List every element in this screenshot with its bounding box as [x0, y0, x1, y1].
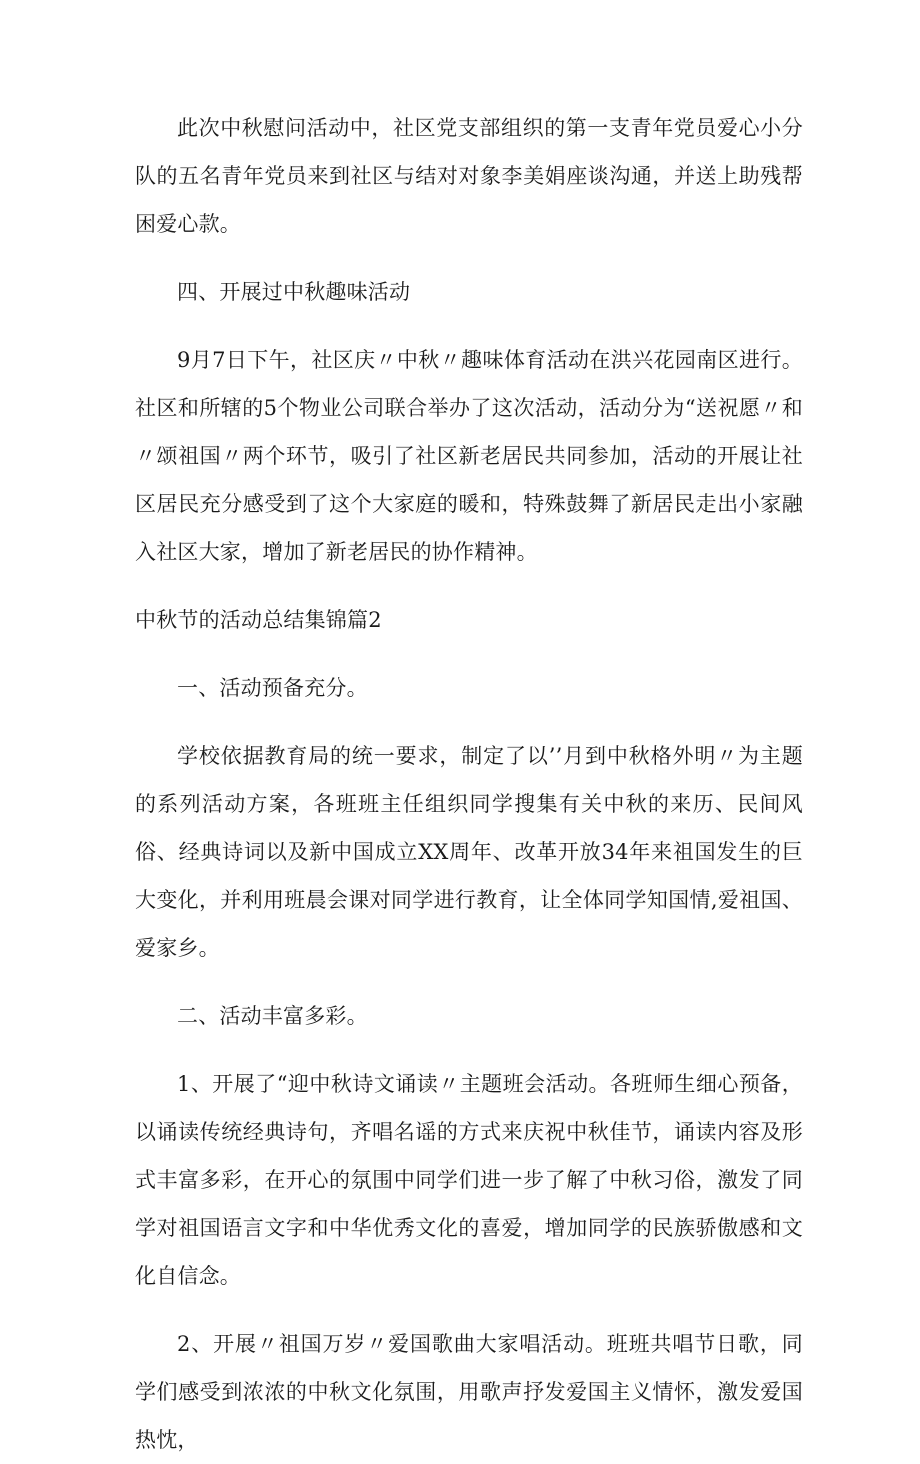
document-body [135, 104, 803, 1464]
paragraph-5: 2、开展〃祖国万岁〃爱国歌曲大家唱活动。班班共唱节日歌，同学们感受到浓浓的中秋文化氛围，用歌声抒发爱国主义情怀，激发爱国热忱， [135, 1332, 803, 1452]
paragraph-1: 此次中秋慰问活动中，社区党支部组织的第一支青年党员爱心小分队的五名青年党员来到社区与结对对象李美娟座谈沟通，并送上助残帮困爱心款。 [135, 116, 803, 236]
paragraph-3: 学校依据教育局的统一要求，制定了以’’月到中秋格外明〃为主题的系列活动方案，各班班主任组织同学搜集有关中秋的来历、民间风俗、经典诗词以及新中国成立XX周年、改革开放34年来祖国发生的巨大变化，并利用班晨会课对同学进行教育，让全体同学知国情,爱祖国、爱家乡。 [135, 744, 803, 960]
section-heading-1: 一、活动预备充分。 [177, 676, 368, 700]
section-heading-2: 二、活动丰富多彩。 [177, 1004, 368, 1028]
article-title: 中秋节的活动总结集锦篇2 [135, 608, 382, 632]
section-heading-4: 四、开展过中秋趣味活动 [177, 280, 411, 304]
paragraph-2: 9月7日下午，社区庆〃中秋〃趣味体育活动在洪兴花园南区进行。社区和所辖的5个物业公司联合举办了这次活动，活动分为“送祝愿〃和〃颂祖国〃两个环节，吸引了社区新老居民共同参加，活动的开展让社区居民充分感受到了这个大家庭的暖和，特殊鼓舞了新居民走出小家融入社区大家，增加了新老居民的协作精神。 [135, 348, 803, 564]
paragraph-4: 1、开展了“迎中秋诗文诵读〃主题班会活动。各班师生细心预备，以诵读传统经典诗句，齐唱名谣的方式来庆祝中秋佳节，诵读内容及形式丰富多彩，在开心的氛围中同学们进一步了解了中秋习俗，激发了同学对祖国语言文字和中华优秀文化的喜爱，增加同学的民族骄傲感和文化自信念。 [135, 1072, 803, 1288]
